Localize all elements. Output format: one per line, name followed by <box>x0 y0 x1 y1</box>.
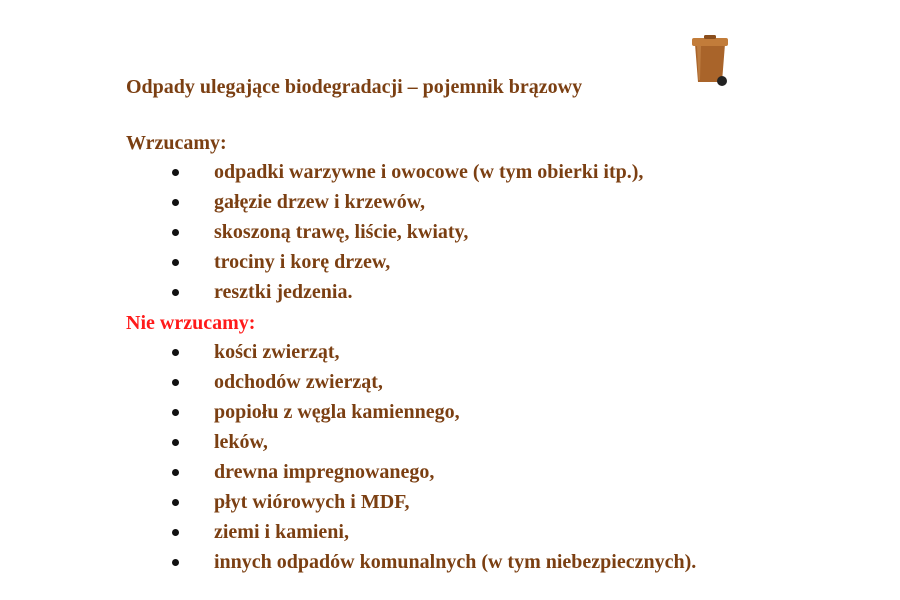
list-item-text: popiołu z węgla kamiennego, <box>214 401 460 423</box>
bullet-icon <box>172 259 179 266</box>
list-item-text: resztki jedzenia. <box>214 281 353 303</box>
bullet-icon <box>172 199 179 206</box>
list-item-text: ziemi i kamieni, <box>214 521 349 543</box>
list-item-text: kości zwierząt, <box>214 341 340 363</box>
list-item-text: innych odpadów komunalnych (w tym niebezpiecznych). <box>214 551 697 573</box>
bullet-icon <box>172 379 179 386</box>
list-item-text: leków, <box>214 431 268 453</box>
bullet-icon <box>172 469 179 476</box>
bin-lid <box>692 38 728 46</box>
page-title: Odpady ulegające biodegradacji – pojemnik brązowy <box>126 76 583 98</box>
list-item-text: płyt wiórowych i MDF, <box>214 491 410 513</box>
list-item-text: gałęzie drzew i krzewów, <box>214 191 426 213</box>
bullet-icon <box>172 229 179 236</box>
bullet-icon <box>172 289 179 296</box>
bullet-icon <box>172 529 179 536</box>
list-item-text: drewna impregnowanego, <box>214 461 435 483</box>
bin-handle <box>704 35 716 39</box>
list-item-text: odpadki warzywne i owocowe (w tym obierki itp.), <box>214 161 644 183</box>
bullet-icon <box>172 499 179 506</box>
forbidden-heading: Nie wrzucamy: <box>126 312 256 334</box>
bullet-icon <box>172 409 179 416</box>
list-item-text: trociny i korę drzew, <box>214 251 391 273</box>
list-item-text: skoszoną trawę, liście, kwiaty, <box>214 221 469 243</box>
bullet-icon <box>172 169 179 176</box>
bin-wheel <box>717 76 727 86</box>
list-item-text: odchodów zwierząt, <box>214 371 383 393</box>
bullet-icon <box>172 559 179 566</box>
bullet-icon <box>172 349 179 356</box>
bullet-icon <box>172 439 179 446</box>
brown-waste-bin-icon <box>689 35 731 87</box>
allowed-heading: Wrzucamy: <box>126 132 227 154</box>
